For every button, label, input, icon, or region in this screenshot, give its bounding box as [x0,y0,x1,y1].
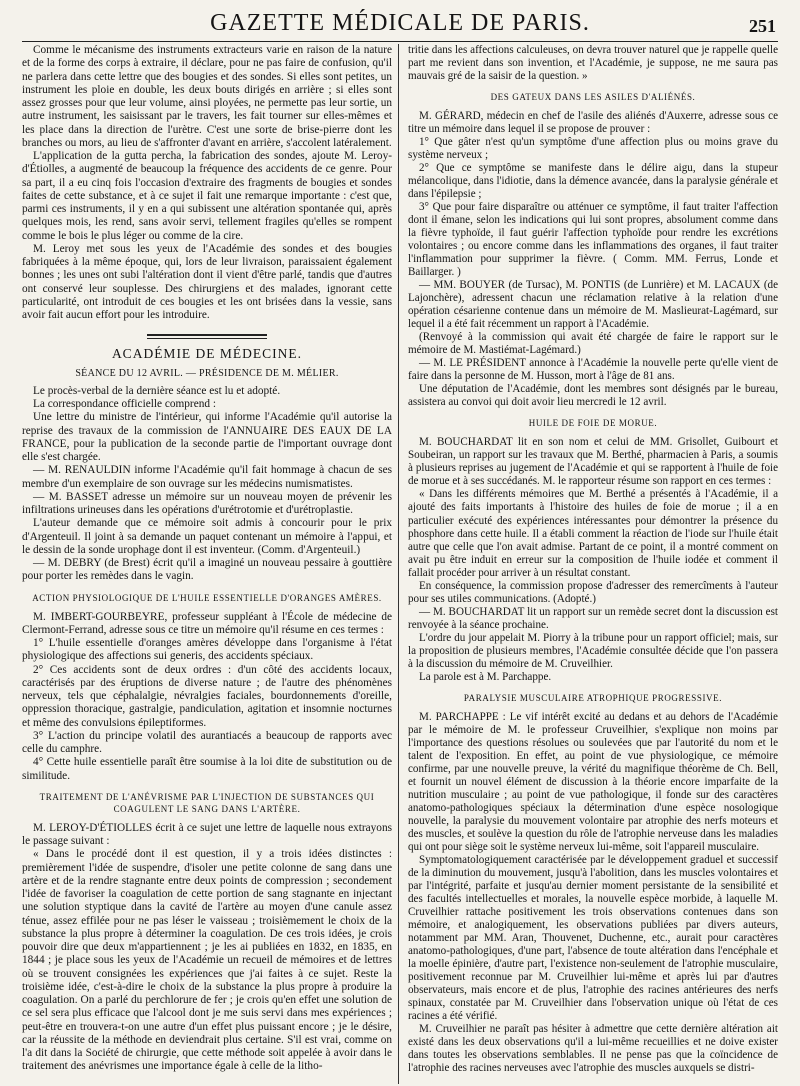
left-column [22,44,392,1074]
section-heading: ACTION PHYSIOLOGIQUE DE L'HUILE ESSENTIELLE D'ORANGES AMÈRES. [32,592,382,603]
paragraph: M. LEROY-D'ÉTIOLLES écrit à ce sujet une lettre de laquelle nous extrayons le passage suivant : [22,821,392,847]
section-heading: DES GATEUX DANS LES ASILES D'ALIÉNÉS. [490,92,696,103]
paragraph: Symptomatologiquement caractérisée par le développement graduel et successif de la diminution du mouvement, jusqu'à l'abolition, dans les muscles volontaires et par l'intégrité, parfaite et jusqu'au dernier moment persistante de la sensibilité et des facultés intellectuelles et morales, la nouvelle espèce morbide, à laquelle M. Cruveilhier rattache positivement les trois observations contenues dans son mémoire, et analogiquement, les observations publiées par divers auteurs, notamment par MM. Aran, Thouvenet, Duchenne, etc., aurait pour caractères anatomo-pathologiques, d'une part, l'absence de toute altération dans l'encéphale et la moelle épinière, d'autre part, l'existence non-seulement de l'atrophie musculaire, positivement reconnue par M. Cruveilhier lui-même et après lui par d'autres observateurs, mais encore et de plus, l'atrophie des racines antérieures des nerfs spinaux, constatée par M. Cruveilhier dans l'observation unique où l'état de ces racines a été vérifié. [408,853,778,1023]
section-rule [147,334,267,339]
section-heading: HUILE DE FOIE DE MORUE. [528,418,658,429]
section-heading: TRAITEMENT DE L'ANÉVRISME PAR L'INJECTION DE SUBSTANCES QUI COAGULENT LE SANG DANS L'ARTÈRE. [39,791,375,814]
paragraph: Une lettre du ministre de l'intérieur, qui informe l'Académie qu'il autorise la reprise des travaux de la commission de l'ANNUAIRE DES EAUX DE LA FRANCE, pour la publication de la seconde partie de l'important ouvrage dont elle s'est chargée. [22,411,392,463]
session-heading: SÉANCE DU 12 AVRIL. — PRÉSIDENCE DE M. MÉLIER. [75,367,339,379]
header-rule [22,41,778,42]
paragraph: 3° Que pour faire disparaître ou atténuer ce symptôme, il faut traiter l'affection dont il émane, selon les indications qui lui sont propres, absolument comme dans la fièvre typhoïde, il faut guérir l'affection typhoïde pour rendre les excrétions volontaires ; ou encore comme dans les inflammations des organes, il faut traiter l'inflammation pour supprimer la fièvre. ( Comm. MM. Ferrus, Londe et Baillarger. ) [408,201,778,279]
journal-title: GAZETTE MÉDICALE DE PARIS. [210,10,590,36]
paragraph: tritie dans les affections calculeuses, on devra trouver naturel que je rappelle quelle part me revient dans son invention, et l'Académie, je suppose, ne me saura pas mauvais gré de la saisir de la question. » [408,44,778,83]
paragraph: M. PARCHAPPE : Le vif intérêt excité au dedans et au dehors de l'Académie par le mémoire de M. le professeur Cruveilhier, s'explique non moins par l'importance des questions résolues ou soulevées que par l'autorité du nom et le talent de l'exposition. En effet, au point de vue physiologique, ce mémoire confirme, par une nouvelle preuve, la vérité du magnifique théorème de Ch. Bell, et fournit un nouvel élément de discussion à la théorie encore imparfaite de la nutrition musculaire ; au point de vue pathologique, il fonde sur des caractères anatomo-pathologiques spéciaux la détermination d'une espèce nosologique nouvelle, la paralysie du mouvement volontaire par atrophie des nerfs moteurs et des muscles, et soulève la question du rôle de l'atrophie nerveuse dans les maladies qui ont pour siège soit le système nerveux lui-même, soit l'appareil musculaire. [408,710,778,853]
right-column [408,44,778,1075]
paragraph: En conséquence, la commission propose d'adresser des remercîments à l'auteur pour ses utiles communications. (Adopté.) [408,579,778,605]
paragraph: « Dans le procédé dont il est question, il y a trois idées distinctes : premièrement l'idée de suspendre, d'isoler une petite colonne de sang dans une artère et de la rendre stagnante entre deux points de compression ; secondement l'idée de favoriser la coagulation de cette portion de sang stagnante en injectant une solution styptique dans la cavité de l'artère au moyen d'une canule assez ténue, assez effilée pour ne pas léser le vaisseau ; troisièmement le choix de la substance la plus propre à déterminer la coagulation. De ces trois idées, je crois pouvoir dire que deux m'appartiennent ; je les ai publiées en 1832, en 1835, en 1844 ; je place sous les yeux de l'Académie un recueil de mémoires et de lettres où se trouvent consignées les expériences que j'ai faites à ce sujet. Reste la troisième idée, c'est-à-dire le choix de la substance la plus propre à produire la coagulation. On a parlé du perchlorure de fer ; je crois qu'en effet une solution de ce sel sera plus efficace que l'alcool dont je me suis servi dans mes expériences ; peut-être en trouvera-t-on une autre d'un effet plus puissant encore ; je le désire, car la réussite de la méthode en deviendrait plus certaine. S'il est vrai, comme on l'a dit dans la Société de chirurgie, que cette méthode soit appelée à avoir dans le traitement des anévrismes une importance égale à celle de la litho- [22,848,392,1073]
paragraph: M. BOUCHARDAT lit en son nom et celui de MM. Grisollet, Guibourt et Soubeiran, un rapport sur les travaux que M. Berthé, pharmacien à Paris, a soumis à plusieurs reprises au jugement de l'Académie et qui se rapportent à l'huile de foie de morue et à ses succédanés. M. le rapporteur résume son rapport en ces termes : [408,436,778,488]
paragraph: 1° Que gâter n'est qu'un symptôme d'une affection plus ou moins grave du système nerveux ; [408,136,778,162]
section-heading: PARALYSIE MUSCULAIRE ATROPHIQUE PROGRESSIVE. [463,692,723,703]
paragraph: M. Cruveilhier ne paraît pas hésiter à admettre que cette dernière altération ait existé dans les deux observations qu'il a lui-même recueillies et ne doive exister dans toutes les observations semblables. Il ne pense pas que la coïncidence de l'atrophie des racines nerveuses avec l'atrophie des muscles auxquels se distri- [408,1023,778,1075]
paragraph: (Renvoyé à la commission qui avait été chargée de faire le rapport sur le mémoire de M. Mastiémat-Lagémard.) [408,331,778,357]
paragraph: « Dans les différents mémoires que M. Berthé a présentés à l'Académie, il a ajouté des faits importants à l'histoire des huiles de foie de morue ; il a en particulier exécuté des expériences intéressantes pour démontrer la présence du phosphore dans cette huile. Il a établi comment la réaction de l'iode sur l'huile était autre que celle que l'on avait admise. Partant de ce point, il a montré comment on avait pu être induit en erreur sur la composition de l'huile iodée et comment il fallait procéder pour arriver à un résultat constant. [408,488,778,579]
paragraph: 1° L'huile essentielle d'oranges amères développe dans l'organisme à l'état physiologique des affections sui generis, des accidents spéciaux. [22,637,392,663]
academy-heading: ACADÉMIE DE MÉDECINE. [111,346,303,362]
paragraph: — M. LE PRÉSIDENT annonce à l'Académie la nouvelle perte qu'elle vient de faire dans la personne de M. Husson, mort à l'âge de 81 ans. [408,357,778,383]
paragraph: La correspondance officielle comprend : [33,398,216,410]
paragraph: L'application de la gutta percha, la fabrication des sondes, ajoute M. Leroy-d'Étiolles, a augmenté de beaucoup la fréquence des accidents de ce genre. Pour sa part, il a eu cinq fois l'occasion d'extraire des fragments de bougies et sondes faites de cette substance, et à ce sujet il fait une remarque importante : c'est que, parmi ces instruments, il y en a qui subissent une altération spontanée qui, après quelques mois, les rend, sans avoir servi, tellement fragiles qu'elles se rompent comme le bois le plus léger ou comme de la cire. [22,150,392,242]
paragraph: — M. BOUCHARDAT lit un rapport sur un remède secret dont la discussion est renvoyée à la séance prochaine. [408,605,778,631]
paragraph: L'ordre du jour appelait M. Piorry à la tribune pour un rapport officiel; mais, sur la proposition de plusieurs membres, l'Académie consultée décide que l'on passera à la discussion du mémoire de M. Cruveilhier. [408,631,778,670]
paragraph: 2° Ces accidents sont de deux ordres : d'un côté des accidents locaux, caractérisés par des éruptions de diverse nature ; de l'autre des phénomènes nerveux, tels que céphalalgie, névralgies faciales, bourdonnements d'oreille, oppression thoracique, gastralgie, pandiculation, agitation et insomnie nocturnes et même des convulsions épileptiformes. [22,663,392,729]
paragraph: Comme le mécanisme des instruments extracteurs varie en raison de la nature et de la forme des corps à extraire, il déclare, pour ne pas faire de confusion, qu'il ne parlera dans cette lettre que des bougies et des sondes. Si elles sont petites, un instrument les ploie en double, les deux bouts dirigés en arrière ; si elles sont assez grosses pour que leur volume, ainsi ployées, ne permette pas leur sortie, un autre instrument, les saisissant par le travers, les fait tourner sur elles-mêmes et les place dans la direction de l'urètre. C'est une sorte de brise-pierre dont les branches ou mors, au lieu de s'affronter d'avant en arrière, s'accolent latéralement. [22,44,392,149]
paragraph: — M. RENAULDIN informe l'Académie qu'il fait hommage à chacun de ses membre d'un exemplaire de son ouvrage sur les médecins numismatistes. [22,464,392,490]
page-header [22,4,778,42]
paragraph: Une députation de l'Académie, dont les membres sont désignés par le bureau, assistera au convoi qui doit avoir lieu mercredi le 12 avril. [408,383,778,409]
column-divider [398,44,399,1084]
paragraph: M. Leroy met sous les yeux de l'Académie des sondes et des bougies fabriquées à la même époque, qui, lors de leur livraison, paraissaient également bonnes ; les unes ont subi l'altération dont il vient d'être parlé, tandis que d'autres ont conservé leur souplesse. Des chirurgiens et des malades, ignorant cette particularité, ont introduit de ces bougies et les ont brisées dans la vessie, sans avoir fait aucun effort pour les introduire. [22,242,392,321]
paragraph: — MM. BOUYER (de Tursac), M. PONTIS (de Lunrière) et M. LACAUX (de Lajonchère), adressent chacun une réclamation relative à la relation d'une opération césarienne contenue dans un mémoire de M. Maslieurat-Lagémard, sur lequel il a été fait récemment un rapport à l'Académie. [408,279,778,331]
paragraph: 4° Cette huile essentielle paraît être soumise à la loi dite de substitution ou de similitude. [22,756,392,782]
paragraph: 3° L'action du principe volatil des aurantiacés a beaucoup de rapports avec celle du camphre. [22,729,392,755]
paragraph: L'auteur demande que ce mémoire soit admis à concourir pour le prix d'Argenteuil. Il joint à sa demande un paquet contenant un mémoire à l'appui, et le dessin de la sonde urophage dont il est inventeur. (Comm. d'Argenteuil.) [22,517,392,556]
paragraph: — M. BASSET adresse un mémoire sur un nouveau moyen de prévenir les infiltrations urineuses dans les opérations d'urétrotomie et d'urétroplastie. [22,490,392,516]
paragraph: Le procès-verbal de la dernière séance est lu et adopté. [33,384,281,397]
paragraph: M. IMBERT-GOURBEYRE, professeur suppléant à l'École de médecine de Clermont-Ferrand, adresse sous ce titre un mémoire qu'il résume en ces termes : [22,610,392,636]
page-number: 251 [749,16,776,36]
paragraph: M. GÉRARD, médecin en chef de l'asile des aliénés d'Auxerre, adresse sous ce titre un mémoire dans lequel il se propose de prouver : [408,110,778,136]
paragraph: 2° Que ce symptôme se manifeste dans le délire aigu, dans la stupeur mélancolique, dans l'idiotie, dans la démence avancée, dans la paralysie générale et dans l'épilepsie ; [408,162,778,201]
paragraph: — M. DEBRY (de Brest) écrit qu'il a imaginé un nouveau pessaire à gouttière pour porter les remèdes dans le vagin. [22,557,392,583]
paragraph: La parole est à M. Parchappe. [419,670,552,683]
